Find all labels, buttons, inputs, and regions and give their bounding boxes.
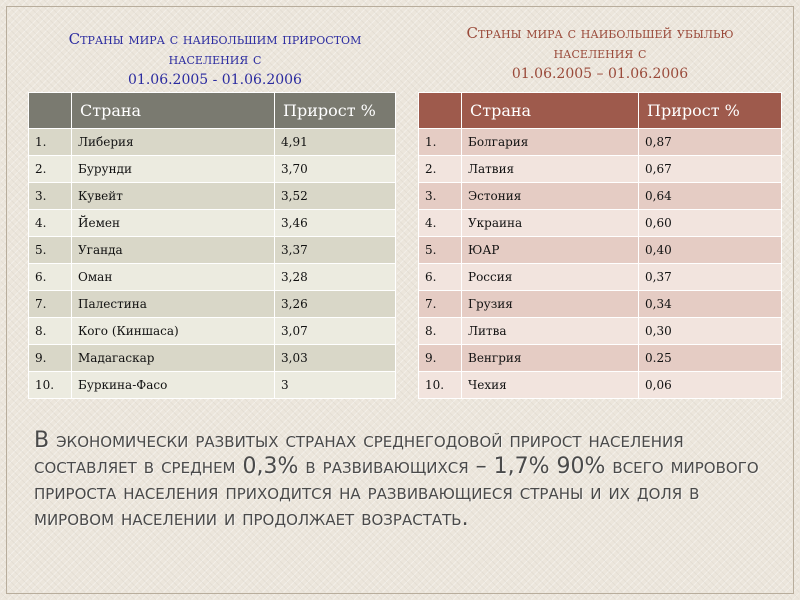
header-growth: Прирост % <box>275 93 396 129</box>
row-number: 2. <box>419 156 462 183</box>
table-row <box>419 372 782 399</box>
country-cell: Россия <box>462 264 639 291</box>
table-row <box>419 291 782 318</box>
country-cell: Буркина-Фасо <box>72 372 275 399</box>
row-number: 5. <box>419 237 462 264</box>
row-number: 2. <box>29 156 72 183</box>
row-number: 9. <box>29 345 72 372</box>
growth-cell: 0,64 <box>639 183 782 210</box>
right-table-heading <box>440 24 760 83</box>
growth-cell: 3,70 <box>275 156 396 183</box>
growth-cell: 3,46 <box>275 210 396 237</box>
row-number: 3. <box>419 183 462 210</box>
table-row <box>419 318 782 345</box>
growth-cell: 0,40 <box>639 237 782 264</box>
growth-cell: 0,67 <box>639 156 782 183</box>
growth-cell: 3,52 <box>275 183 396 210</box>
growth-cell: 3,37 <box>275 237 396 264</box>
table-row <box>29 318 396 345</box>
row-number: 8. <box>29 318 72 345</box>
row-number: 7. <box>419 291 462 318</box>
growth-cell: 3,26 <box>275 291 396 318</box>
header-growth: Прирост % <box>639 93 782 129</box>
growth-cell: 3,07 <box>275 318 396 345</box>
country-cell: Палестина <box>72 291 275 318</box>
growth-cell: 4,91 <box>275 129 396 156</box>
table-row <box>29 237 396 264</box>
row-number: 4. <box>29 210 72 237</box>
row-number: 1. <box>419 129 462 156</box>
table-row <box>29 291 396 318</box>
country-cell: Кого (Киншаса) <box>72 318 275 345</box>
country-cell: Эстония <box>462 183 639 210</box>
row-number: 6. <box>29 264 72 291</box>
country-cell: Йемен <box>72 210 275 237</box>
row-number: 8. <box>419 318 462 345</box>
table-row <box>29 129 396 156</box>
left-table-heading <box>60 30 370 89</box>
right-heading-title: Страны мира с наибольшей убылью населения с <box>466 24 734 62</box>
growth-cell: 0,37 <box>639 264 782 291</box>
table-row <box>29 183 396 210</box>
row-number: 3. <box>29 183 72 210</box>
table-row <box>29 372 396 399</box>
country-cell: Венгрия <box>462 345 639 372</box>
growth-cell: 0,34 <box>639 291 782 318</box>
row-number: 7. <box>29 291 72 318</box>
table-row <box>29 345 396 372</box>
summary-text: В экономически развитых странах среднегодовой прирост населения составляет в среднем 0,3% в развивающихся – 1,7% 90% всего мирового прироста населения приходится на развивающиеся страны и их доля в мировом населении и продолжает возрастать. <box>34 428 759 531</box>
growth-cell: 0,60 <box>639 210 782 237</box>
row-number: 10. <box>419 372 462 399</box>
table-row <box>419 210 782 237</box>
header-country: Страна <box>462 93 639 129</box>
table-row <box>419 183 782 210</box>
row-number: 1. <box>29 129 72 156</box>
growth-cell: 3,03 <box>275 345 396 372</box>
decline-table <box>418 92 782 399</box>
table-row <box>419 156 782 183</box>
country-cell: Украина <box>462 210 639 237</box>
growth-cell: 0,06 <box>639 372 782 399</box>
row-number: 4. <box>419 210 462 237</box>
country-cell: Мадагаскар <box>72 345 275 372</box>
header-number <box>29 93 72 129</box>
row-number: 5. <box>29 237 72 264</box>
country-cell: Кувейт <box>72 183 275 210</box>
header-number <box>419 93 462 129</box>
country-cell: Латвия <box>462 156 639 183</box>
country-cell: Болгария <box>462 129 639 156</box>
country-cell: Уганда <box>72 237 275 264</box>
table-header-row <box>419 93 782 129</box>
growth-cell: 3,28 <box>275 264 396 291</box>
table-row <box>419 345 782 372</box>
row-number: 6. <box>419 264 462 291</box>
growth-cell: 0,87 <box>639 129 782 156</box>
table-row <box>29 156 396 183</box>
country-cell: Либерия <box>72 129 275 156</box>
table-row <box>29 264 396 291</box>
table-row <box>29 210 396 237</box>
table-header-row <box>29 93 396 129</box>
country-cell: Чехия <box>462 372 639 399</box>
left-heading-title: Страны мира с наибольшим приростом населения с <box>68 30 362 68</box>
table-row <box>419 129 782 156</box>
country-cell: Бурунди <box>72 156 275 183</box>
country-cell: Литва <box>462 318 639 345</box>
growth-cell: 0.25 <box>639 345 782 372</box>
table-row <box>419 237 782 264</box>
header-country: Страна <box>72 93 275 129</box>
country-cell: Оман <box>72 264 275 291</box>
row-number: 9. <box>419 345 462 372</box>
growth-table <box>28 92 396 399</box>
growth-cell: 3 <box>275 372 396 399</box>
country-cell: ЮАР <box>462 237 639 264</box>
right-heading-period: 01.06.2005 – 01.06.2006 <box>511 66 689 82</box>
row-number: 10. <box>29 372 72 399</box>
left-heading-period: 01.06.2005 - 01.06.2006 <box>128 72 302 88</box>
growth-cell: 0,30 <box>639 318 782 345</box>
table-row <box>419 264 782 291</box>
country-cell: Грузия <box>462 291 639 318</box>
